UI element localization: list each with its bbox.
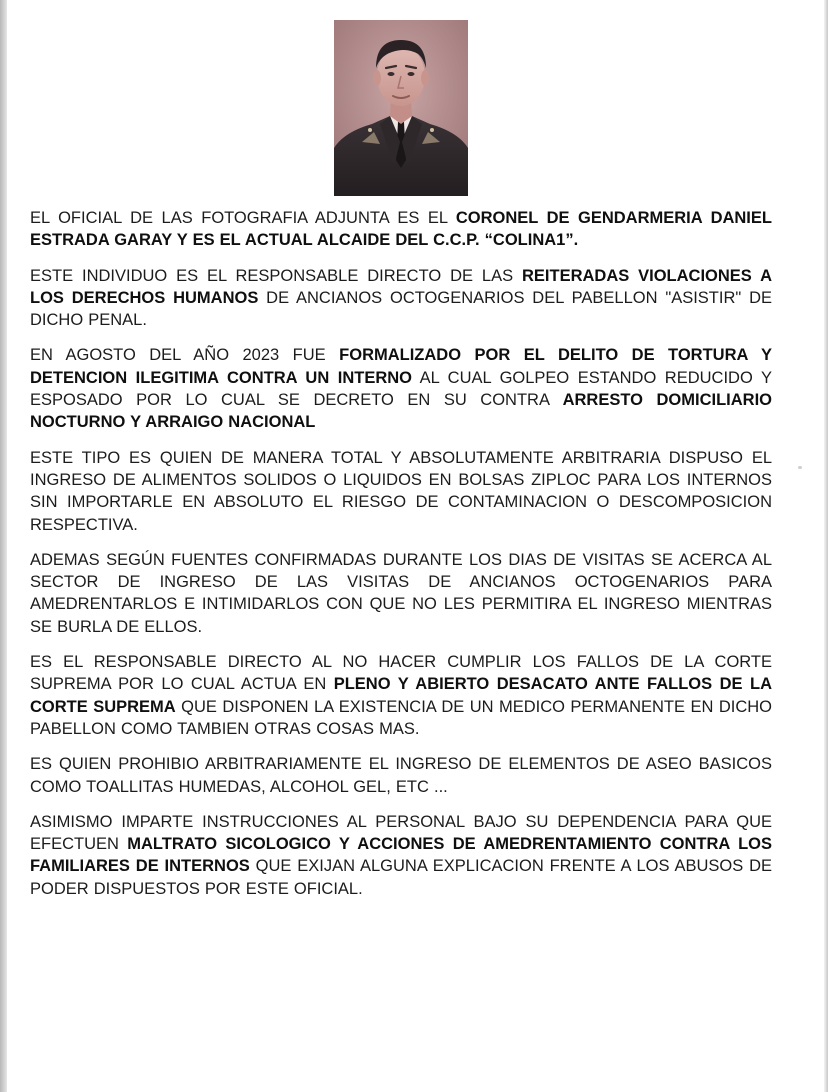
paragraph-p4 <box>30 447 772 536</box>
paragraph-p6 <box>30 651 772 740</box>
emphasized-text: MALTRATO SICOLOGICO Y ACCIONES DE AMEDRENTAMIENTO CONTRA LOS FAMILIARES DE INTERNOS <box>30 835 772 876</box>
paragraph-text: ES QUIEN PROHIBIO ARBITRARIAMENTE EL INGRESO DE ELEMENTOS DE ASEO BASICOS COMO TOALLITAS HUMEDAS, ALCOHOL GEL, ETC ... <box>30 755 772 796</box>
paragraph-text: QUE DISPONEN LA EXISTENCIA DE UN MEDICO PERMANENTE EN DICHO PABELLON COMO TAMBIEN OTRAS COSAS MAS. <box>30 697 772 738</box>
emphasized-text: ARRESTO DOMICILIARIO NOCTURNO Y ARRAIGO NACIONAL <box>30 391 772 432</box>
paragraph-text: ESTE TIPO ES QUIEN DE MANERA TOTAL Y ABSOLUTAMENTE ARBITRARIA DISPUSO EL INGRESO DE ALIMENTOS SOLIDOS O LIQUIDOS EN BOLSAS ZIPLOC PARA LOS INTERNOS SIN IMPORTARLE EN ABSOLUTO EL RIESGO DE CONTAMINACION O DESCOMPOSICION RESPECTIVA. <box>30 448 772 534</box>
page-edge-left <box>0 0 7 1092</box>
paragraph-p1 <box>30 207 772 252</box>
paragraph-text: DE ANCIANOS OCTOGENARIOS DEL PABELLON "ASISTIR" DE DICHO PENAL. <box>30 288 772 330</box>
paragraph-p2 <box>30 265 772 332</box>
paragraph-p7 <box>30 753 772 798</box>
officer-portrait-image <box>334 20 468 196</box>
paragraph-text: ASIMISMO IMPARTE INSTRUCCIONES AL PERSONAL BAJO SU DEPENDENCIA PARA QUE EFECTUEN <box>30 812 772 854</box>
paragraph-text: ESTE INDIVIDUO ES EL RESPONSABLE DIRECTO DE LAS <box>30 266 522 285</box>
emphasized-text: CORONEL DE GENDARMERIA DANIEL ESTRADA GARAY Y ES EL ACTUAL ALCAIDE DEL C.C.P. “COLINA1”. <box>30 209 772 250</box>
document-body <box>30 207 772 913</box>
paragraph-text: QUE EXIJAN ALGUNA EXPLICACION FRENTE A LOS ABUSOS DE PODER DISPUESTOS POR ESTE OFICIAL. <box>30 857 772 898</box>
paragraph-text: AL CUAL GOLPEO ESTANDO REDUCIDO Y ESPOSADO POR LO CUAL SE DECRETO EN SU CONTRA <box>30 368 772 410</box>
paragraph-p5 <box>30 549 772 638</box>
paragraph-text: ADEMAS SEGÚN FUENTES CONFIRMADAS DURANTE LOS DIAS DE VISITAS SE ACERCA AL SECTOR DE INGRESO DE LAS VISITAS DE ANCIANOS OCTOGENARIOS PARA AMEDRENTARLOS E INTIMIDARLOS CON QUE NO LES PERMITIRA EL INGRESO MIENTRAS SE BURLA DE ELLOS. <box>30 550 772 636</box>
paragraph-text: EL OFICIAL DE LAS FOTOGRAFIA ADJUNTA ES EL <box>30 209 456 227</box>
paragraph-p8 <box>30 811 772 900</box>
page-edge-right <box>824 0 828 1092</box>
paragraph-text: EN AGOSTO DEL AÑO 2023 FUE <box>30 346 340 365</box>
officer-photo <box>334 20 468 196</box>
emphasized-text: FORMALIZADO POR EL DELITO DE TORTURA Y DETENCION ILEGITIMA CONTRA UN INTERNO <box>30 346 772 387</box>
emphasized-text: PLENO Y ABIERTO DESACATO ANTE FALLOS DE LA CORTE SUPREMA <box>30 675 772 716</box>
emphasized-text: REITERADAS VIOLACIONES A LOS DERECHOS HUMANOS <box>30 266 772 307</box>
scan-speck <box>798 466 802 469</box>
paragraph-text: ES EL RESPONSABLE DIRECTO AL NO HACER CUMPLIR LOS FALLOS DE LA CORTE SUPREMA POR LO CUAL ACTUA EN <box>30 653 772 694</box>
paragraph-p3 <box>30 344 772 433</box>
